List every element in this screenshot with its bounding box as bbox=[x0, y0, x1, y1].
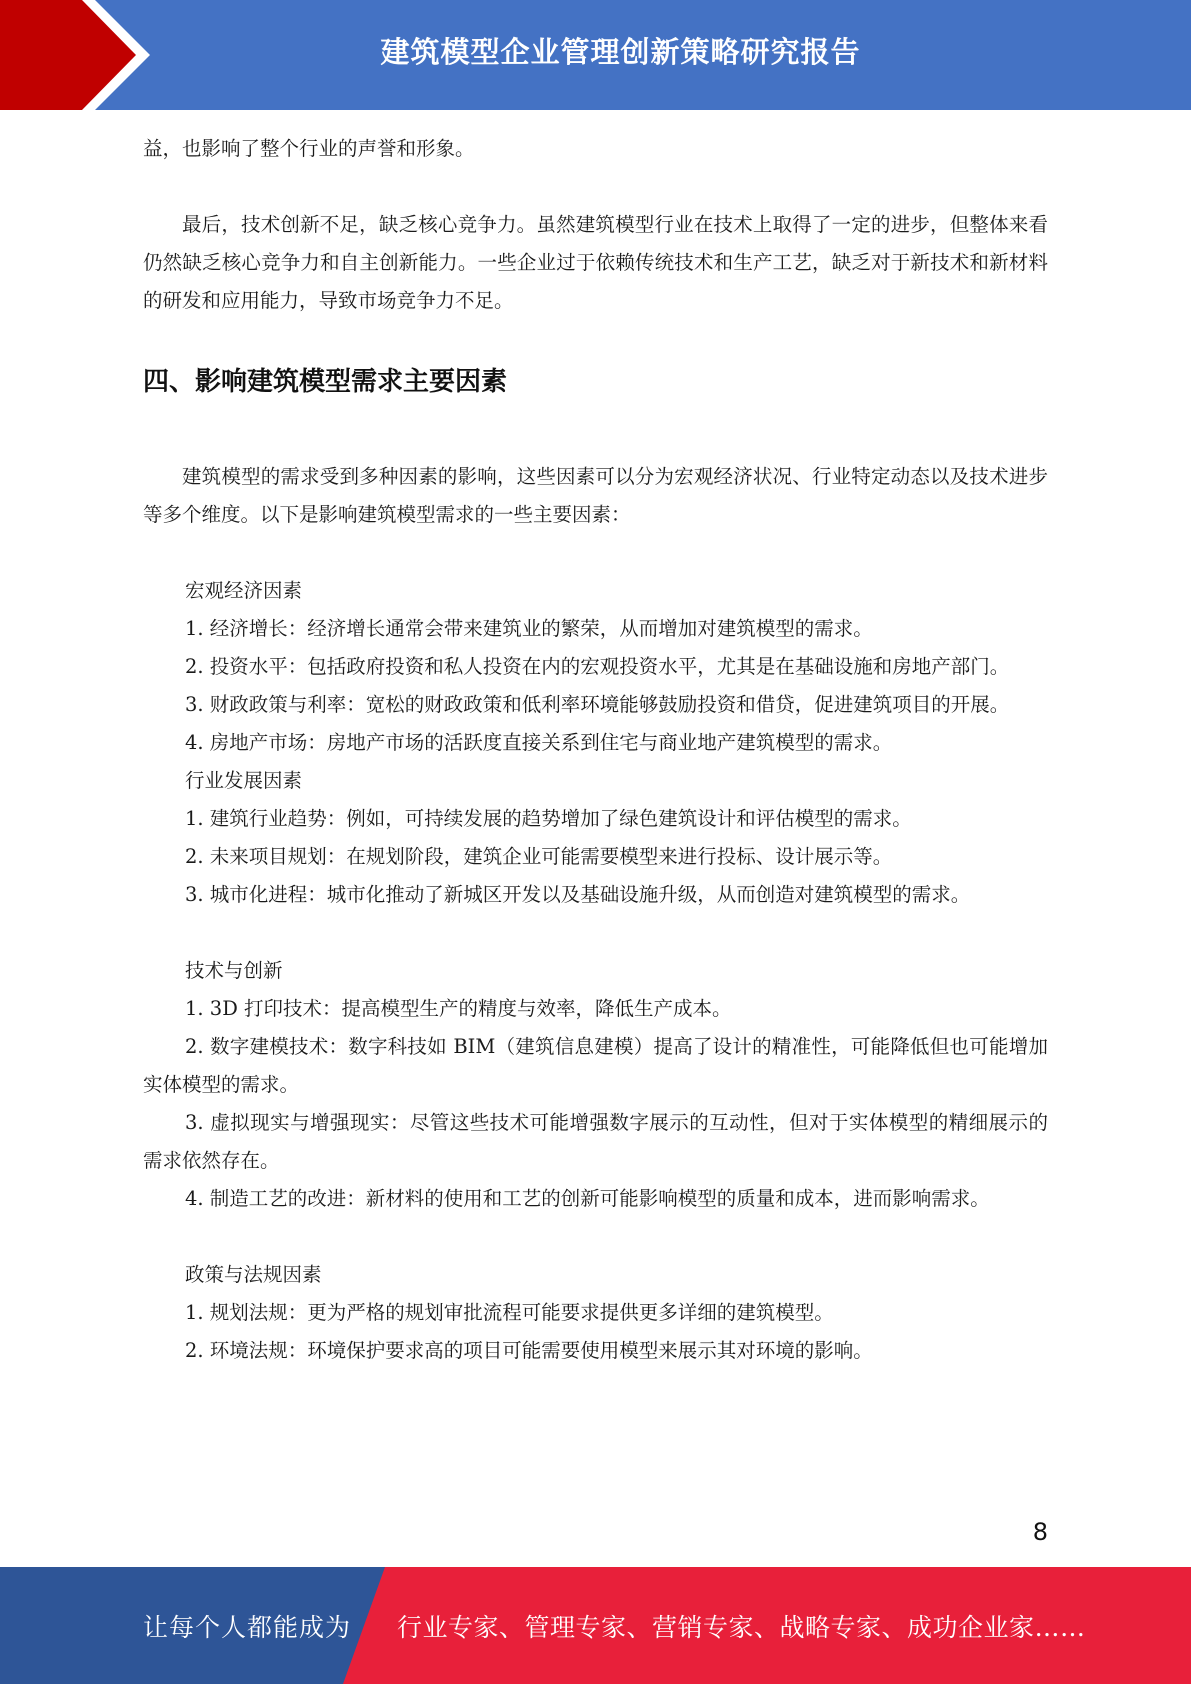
list-item: 1. 经济增长：经济增长通常会带来建筑业的繁荣，从而增加对建筑模型的需求。 bbox=[185, 617, 873, 640]
group-title-industry: 行业发展因素 bbox=[185, 769, 303, 792]
page-number: 8 bbox=[1032, 1518, 1048, 1546]
list-item: 4. 制造工艺的改进：新材料的使用和工艺的创新可能影响模型的质量和成本，进而影响需求。 bbox=[185, 1187, 990, 1210]
list-item: 3. 城市化进程：城市化推动了新城区开发以及基础设施升级，从而创造对建筑模型的需求。 bbox=[185, 883, 971, 906]
footer-slogan-right: 行业专家、管理专家、营销专家、战略专家、成功企业家…… bbox=[397, 1612, 1086, 1642]
tech-paragraph: 最后，技术创新不足，缺乏核心竞争力。虽然建筑模型行业在技术上取得了一定的进步，但整体来看仍然缺乏核心竞争力和自主创新能力。一些企业过于依赖传统技术和生产工艺，缺乏对于新技术和新材料的研发和应用能力，导致市场竞争力不足。 bbox=[143, 213, 1048, 312]
list-item: 1. 建筑行业趋势：例如，可持续发展的趋势增加了绿色建筑设计和评估模型的需求。 bbox=[185, 807, 912, 830]
list-item: 2. 数字建模技术：数字科技如 BIM（建筑信息建模）提高了设计的精准性，可能降低但也可能增加实体模型的需求。 bbox=[143, 1035, 1048, 1096]
header-chevron-graphic bbox=[0, 0, 160, 110]
group-title-macro: 宏观经济因素 bbox=[185, 579, 303, 602]
list-item: 4. 房地产市场：房地产市场的活跃度直接关系到住宅与商业地产建筑模型的需求。 bbox=[185, 731, 893, 754]
list-item: 2. 投资水平：包括政府投资和私人投资在内的宏观投资水平，尤其是在基础设施和房地产部门。 bbox=[185, 655, 1010, 678]
page-footer bbox=[0, 1567, 1191, 1684]
footer-slogan-left: 让每个人都能成为 bbox=[143, 1612, 352, 1642]
section-heading: 四、影响建筑模型需求主要因素 bbox=[143, 367, 508, 397]
list-item: 2. 未来项目规划：在规划阶段，建筑企业可能需要模型来进行投标、设计展示等。 bbox=[185, 845, 893, 868]
document-body bbox=[143, 130, 1048, 1370]
group-title-technology: 技术与创新 bbox=[185, 959, 283, 982]
list-item: 1. 3D 打印技术：提高模型生产的精度与效率，降低生产成本。 bbox=[185, 997, 732, 1020]
page-header bbox=[0, 0, 1191, 110]
section-intro: 建筑模型的需求受到多种因素的影响，这些因素可以分为宏观经济状况、行业特定动态以及技术进步等多个维度。以下是影响建筑模型需求的一些主要因素： bbox=[143, 465, 1048, 526]
list-item: 2. 环境法规：环境保护要求高的项目可能需要使用模型来展示其对环境的影响。 bbox=[185, 1339, 873, 1362]
group-title-policy: 政策与法规因素 bbox=[185, 1263, 322, 1286]
header-title: 建筑模型企业管理创新策略研究报告 bbox=[380, 34, 861, 69]
intro-line: 益，也影响了整个行业的声誉和形象。 bbox=[143, 137, 475, 160]
list-item: 3. 财政政策与利率：宽松的财政政策和低利率环境能够鼓励投资和借贷，促进建筑项目的开展。 bbox=[185, 693, 1010, 716]
list-item: 3. 虚拟现实与增强现实：尽管这些技术可能增强数字展示的互动性，但对于实体模型的精细展示的需求依然存在。 bbox=[143, 1111, 1048, 1172]
list-item: 1. 规划法规：更为严格的规划审批流程可能要求提供更多详细的建筑模型。 bbox=[185, 1301, 834, 1324]
